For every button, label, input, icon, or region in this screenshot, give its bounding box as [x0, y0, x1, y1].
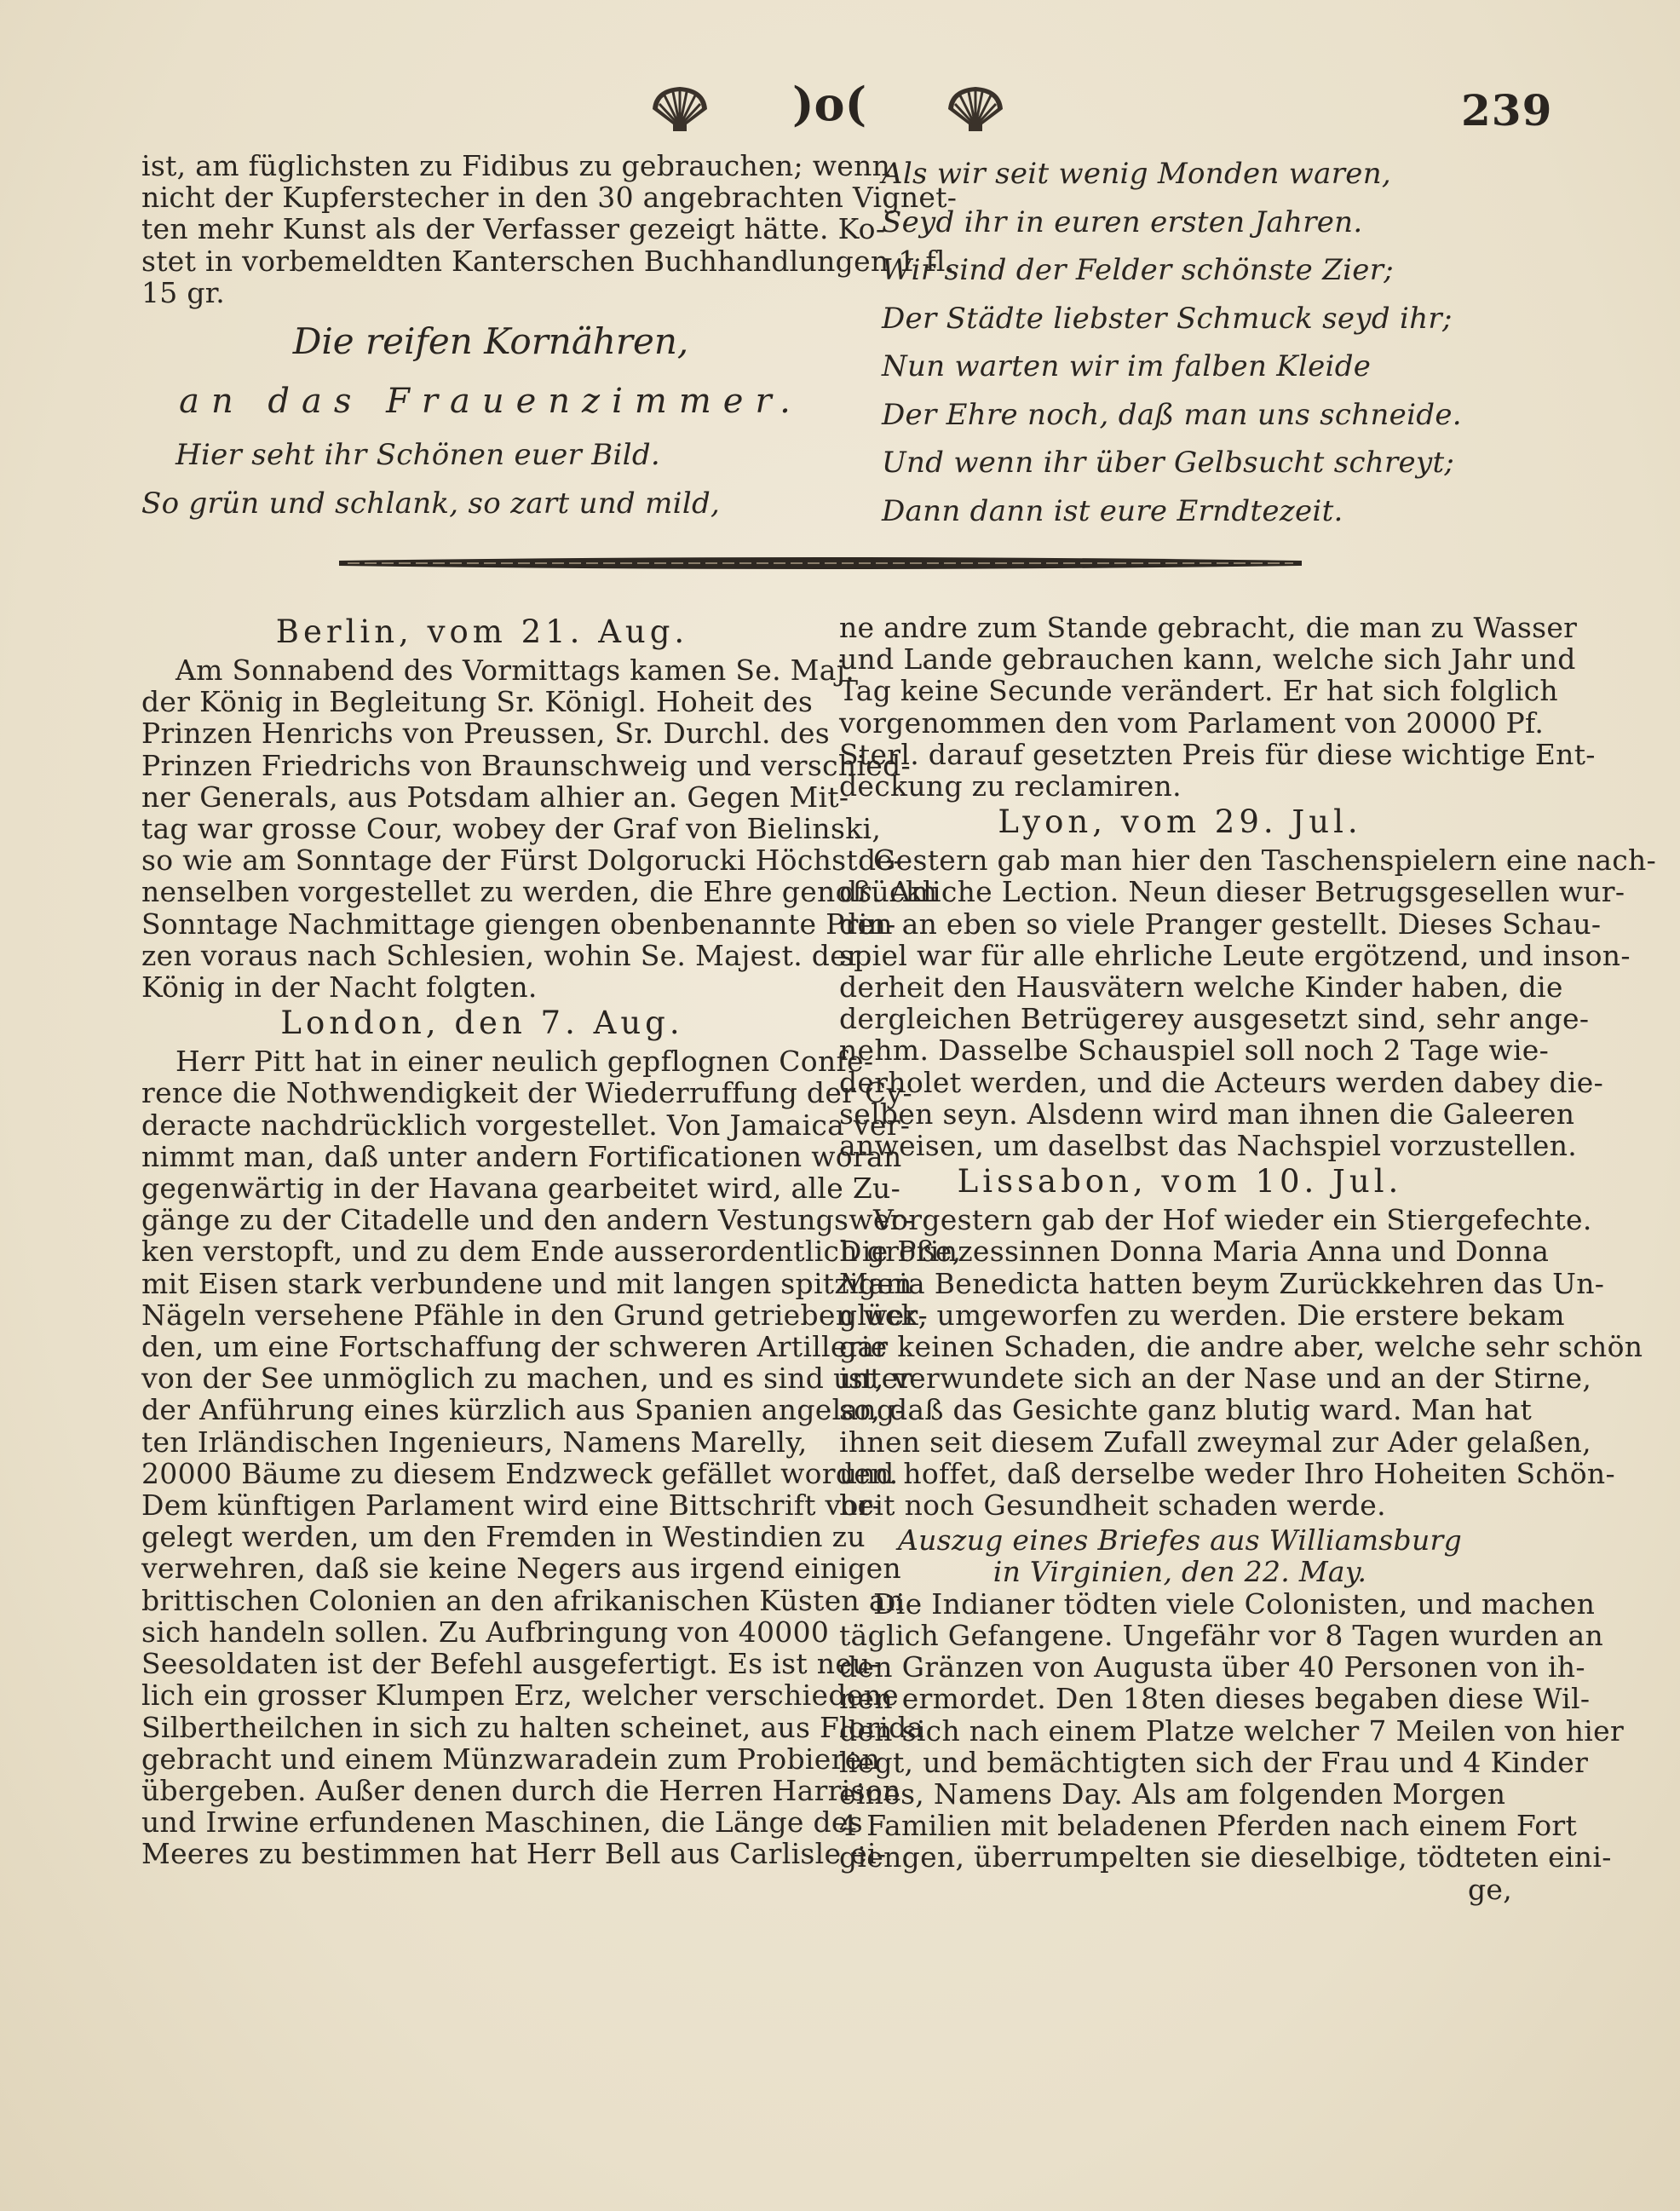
auszug-subheading: in Virginien, den 22. May. — [992, 1555, 1367, 1589]
text-line: brittischen Colonien an den afrikanischen Küsten an — [141, 1583, 905, 1617]
text-line: verwehren, daß sie keine Negers aus irgend einigen — [141, 1552, 901, 1586]
text-line: und hoffet, daß derselbe weder Ihro Hoheiten Schön- — [839, 1456, 1615, 1490]
shell-ornament-left-icon — [647, 83, 712, 133]
text-line: vorgenommen den vom Parlament von 20000 Pf. — [839, 705, 1545, 740]
text-line: täglich Gefangene. Ungefähr vor 8 Tagen wurden an — [839, 1618, 1604, 1652]
poem-line: Als wir seit wenig Monden waren, — [882, 157, 1392, 191]
text-line: derheit den Hausvätern welche Kinder haben, die — [839, 970, 1563, 1005]
poem-line: So grün und schlank, so zart und mild, — [141, 486, 721, 521]
text-line: Gestern gab man hier den Taschenspielern eine nach- — [873, 844, 1657, 878]
text-line: Seesoldaten ist der Befehl ausgefertigt. Es ist neu- — [141, 1647, 881, 1681]
text-line: so, daß das Gesichte ganz blutig ward. Man hat — [839, 1393, 1533, 1427]
top-left-column — [141, 149, 958, 527]
text-line: Dem künftigen Parlament wird eine Bittschrift vor- — [141, 1488, 883, 1523]
text-line: ist, am füglichsten zu Fidibus zu gebrauchen; wenn — [141, 149, 891, 182]
text-line: rence die Nothwendigkeit der Wiederruffung der Cy- — [141, 1076, 912, 1110]
text-line: sich handeln sollen. Zu Aufbringung von 40000 — [141, 1615, 830, 1649]
text-line: gelegt werden, um den Fremden in Westindien zu — [141, 1520, 866, 1554]
poem-right-stanza — [882, 150, 1495, 535]
poem-line: Hier seht ihr Schönen euer Bild. — [175, 438, 661, 473]
poem-line: Wir sind der Felder schönste Zier; — [882, 253, 1395, 287]
poem-line: Seyd ihr in euren ersten Jahren. — [882, 204, 1363, 239]
text-line: und Lande gebrauchen kann, welche sich Jahr und — [839, 642, 1576, 677]
left-column — [141, 612, 962, 1871]
page-header — [0, 75, 1680, 143]
poem-left-stanza — [141, 431, 840, 527]
text-line: derholet werden, und die Acteurs werden dabey die- — [839, 1065, 1604, 1099]
text-line: König in der Nacht folgten. — [141, 970, 538, 1005]
text-line: nimmt man, daß unter andern Fortificationen woran — [141, 1139, 902, 1173]
text-line: dergleichen Betrügerey ausgesetzt sind, sehr ange- — [839, 1002, 1590, 1036]
lyon-heading: Lyon, vom 29. Jul. — [998, 803, 1362, 841]
text-line: ihnen seit diesem Zufall zweymal zur Ader gelaßen, — [839, 1425, 1591, 1459]
text-line: 15 gr. — [141, 275, 226, 309]
text-line: Meeres zu bestimmen hat Herr Bell aus Carlisle ei- — [141, 1837, 887, 1871]
text-line: nicht der Kupferstecher in den 30 angebrachten Vignet- — [141, 181, 958, 215]
text-line: nen ermordet. Den 18ten dieses begaben diese Wil- — [839, 1682, 1591, 1716]
text-line: heit noch Gesundheit schaden werde. — [839, 1488, 1386, 1523]
text-line: nenselben vorgestellet zu werden, die Ehre genoß. Am — [141, 875, 938, 909]
text-line: Prinzen Friedrichs von Braunschweig und verschied- — [141, 748, 911, 782]
text-line: Vorgestern gab der Hof wieder ein Stiergefechte. — [873, 1203, 1592, 1237]
lissabon-heading: Lissabon, vom 10. Jul. — [957, 1163, 1403, 1201]
text-line: den sich nach einem Platze welcher 7 Meilen von hier — [839, 1713, 1625, 1747]
text-line: ner Generals, aus Potsdam alhier an. Gegen Mit- — [141, 780, 849, 814]
shell-ornament-right-icon — [943, 83, 1008, 133]
text-line: übergeben. Außer denen durch die Herren Harrison — [141, 1773, 901, 1807]
text-line: deckung zu reclamiren. — [839, 769, 1182, 803]
text-line: der Anführung eines kürzlich aus Spanien angelang- — [141, 1393, 905, 1427]
text-line: deracte nachdrücklich vorgestellet. Von Jamaica ver- — [141, 1108, 911, 1142]
text-line: ne andre zum Stande gebracht, die man zu Wasser — [839, 611, 1578, 644]
text-line: nehm. Dasselbe Schauspiel soll noch 2 Tage wie- — [839, 1034, 1550, 1068]
poem-line: Der Städte liebster Schmuck seyd ihr; — [882, 301, 1453, 336]
text-line: ken verstopft, und zu dem Ende ausserordentlich große, — [141, 1235, 962, 1269]
london-heading: London, den 7. Aug. — [280, 1005, 684, 1042]
text-line: tag war grosse Cour, wobey der Graf von Bielinski, — [141, 812, 882, 846]
text-line: so wie am Sonntage der Fürst Dolgorucki Höchstde- — [141, 844, 903, 878]
text-line: lich ein grosser Klumpen Erz, welcher verschiedene — [141, 1678, 899, 1713]
text-line: stet in vorbemeldten Kanterschen Buchhandlungen 1 fl. — [141, 244, 955, 278]
right-column — [839, 611, 1657, 1906]
text-line: der König in Begleitung Sr. Königl. Hoheit des — [141, 685, 814, 719]
text-line: gar keinen Schaden, die andre aber, welche sehr schön — [839, 1330, 1643, 1364]
text-line: Am Sonnabend des Vormittags kamen Se. Maj. — [175, 654, 855, 687]
text-line: den an eben so viele Pranger gestellt. Dieses Schau- — [839, 907, 1602, 941]
poem-line: Und wenn ihr über Gelbsucht schreyt; — [882, 446, 1455, 480]
text-line: 4 Familien mit beladenen Pferden nach einem Fort — [839, 1809, 1578, 1843]
text-line: glück, umgeworfen zu werden. Die erstere bekam — [839, 1298, 1565, 1332]
text-line: spiel war für alle ehrliche Leute ergötzend, und inson- — [839, 938, 1631, 972]
text-line: Tag keine Secunde verändert. Er hat sich folglich — [839, 674, 1558, 708]
text-line: mit Eisen stark verbundene und mit langen spitzigen — [141, 1266, 912, 1300]
text-line: anweisen, um daselbst das Nachspiel vorzustellen. — [839, 1129, 1578, 1163]
text-line: eines, Namens Day. Als am folgenden Morgen — [839, 1776, 1506, 1811]
text-line: ten Irländischen Ingenieurs, Namens Marelly, — [141, 1425, 808, 1459]
header-ornament: )o( — [792, 77, 867, 131]
poem-title: Die reifen Kornähren, — [292, 320, 689, 363]
berlin-heading: Berlin, vom 21. Aug. — [275, 613, 689, 650]
poem-line: Nun warten wir im falben Kleide — [882, 349, 1372, 383]
poem-line: Der Ehre noch, daß man uns schneide. — [882, 397, 1462, 432]
text-line: Prinzen Henrichs von Preussen, Sr. Durchl. des — [141, 717, 831, 751]
text-line: Silbertheilchen in sich zu halten scheinet, aus Florida — [141, 1710, 924, 1744]
text-line: ten mehr Kunst als der Verfasser gezeigt hätte. Ko- — [141, 212, 886, 246]
text-line: gegenwärtig in der Havana gearbeitet wird, alle Zu- — [141, 1172, 901, 1206]
poem-line: Dann dann ist eure Erndtezeit. — [882, 493, 1343, 528]
text-line: Herr Pitt hat in einer neulich gepflognen Confe- — [175, 1045, 874, 1079]
text-line: ist, verwundete sich an der Nase und an der Stirne, — [839, 1362, 1592, 1396]
auszug-heading: Auszug eines Briefes aus Williamsburg — [897, 1523, 1463, 1557]
text-line: liegt, und bemächtigten sich der Frau und 4 Kinder — [839, 1745, 1589, 1779]
text-line: Maria Benedicta hatten beym Zurückkehren das Un- — [839, 1266, 1605, 1300]
text-line: von der See unmöglich zu machen, und es sind unter — [141, 1362, 912, 1396]
text-line: gebracht und einem Münzwaradein zum Probieren — [141, 1742, 881, 1776]
text-line: gänge zu der Citadelle und den andern Vestungswer- — [141, 1203, 914, 1237]
text-line: drückliche Lection. Neun dieser Betrugsgesellen wur- — [839, 875, 1625, 909]
poem-subtitle: an das Frauenzimmer. — [179, 382, 803, 422]
text-line: 20000 Bäume zu diesem Endzweck gefället worden. — [141, 1456, 899, 1490]
page-number: 239 — [1461, 85, 1553, 135]
text-line: Nägeln versehene Pfähle in den Grund getrieben wer- — [141, 1298, 929, 1332]
text-line: selben seyn. Alsdenn wird man ihnen die Galeeren — [839, 1097, 1575, 1131]
text-line: Die Prinzessinnen Donna Maria Anna und Donna — [839, 1235, 1550, 1269]
text-line: Sonntage Nachmittage giengen obenbenannte Prin- — [141, 907, 896, 941]
text-line: giengen, überrumpelten sie dieselbige, tödteten eini- — [839, 1840, 1612, 1874]
text-line: und Irwine erfundenen Maschinen, die Länge des — [141, 1805, 863, 1840]
catchword: ge, — [1467, 1872, 1512, 1906]
text-line: Die Indianer tödten viele Colonisten, und machen — [873, 1586, 1596, 1621]
text-line: den Gränzen von Augusta über 40 Personen von ih- — [839, 1650, 1585, 1684]
decorative-rule — [339, 556, 1302, 571]
text-line: den, um eine Fortschaffung der schweren Artillerie — [141, 1330, 888, 1364]
text-line: Sterl. darauf gesetzten Preis für diese wichtige Ent- — [839, 737, 1596, 771]
text-line: zen voraus nach Schlesien, wohin Se. Majest. der — [141, 938, 861, 972]
